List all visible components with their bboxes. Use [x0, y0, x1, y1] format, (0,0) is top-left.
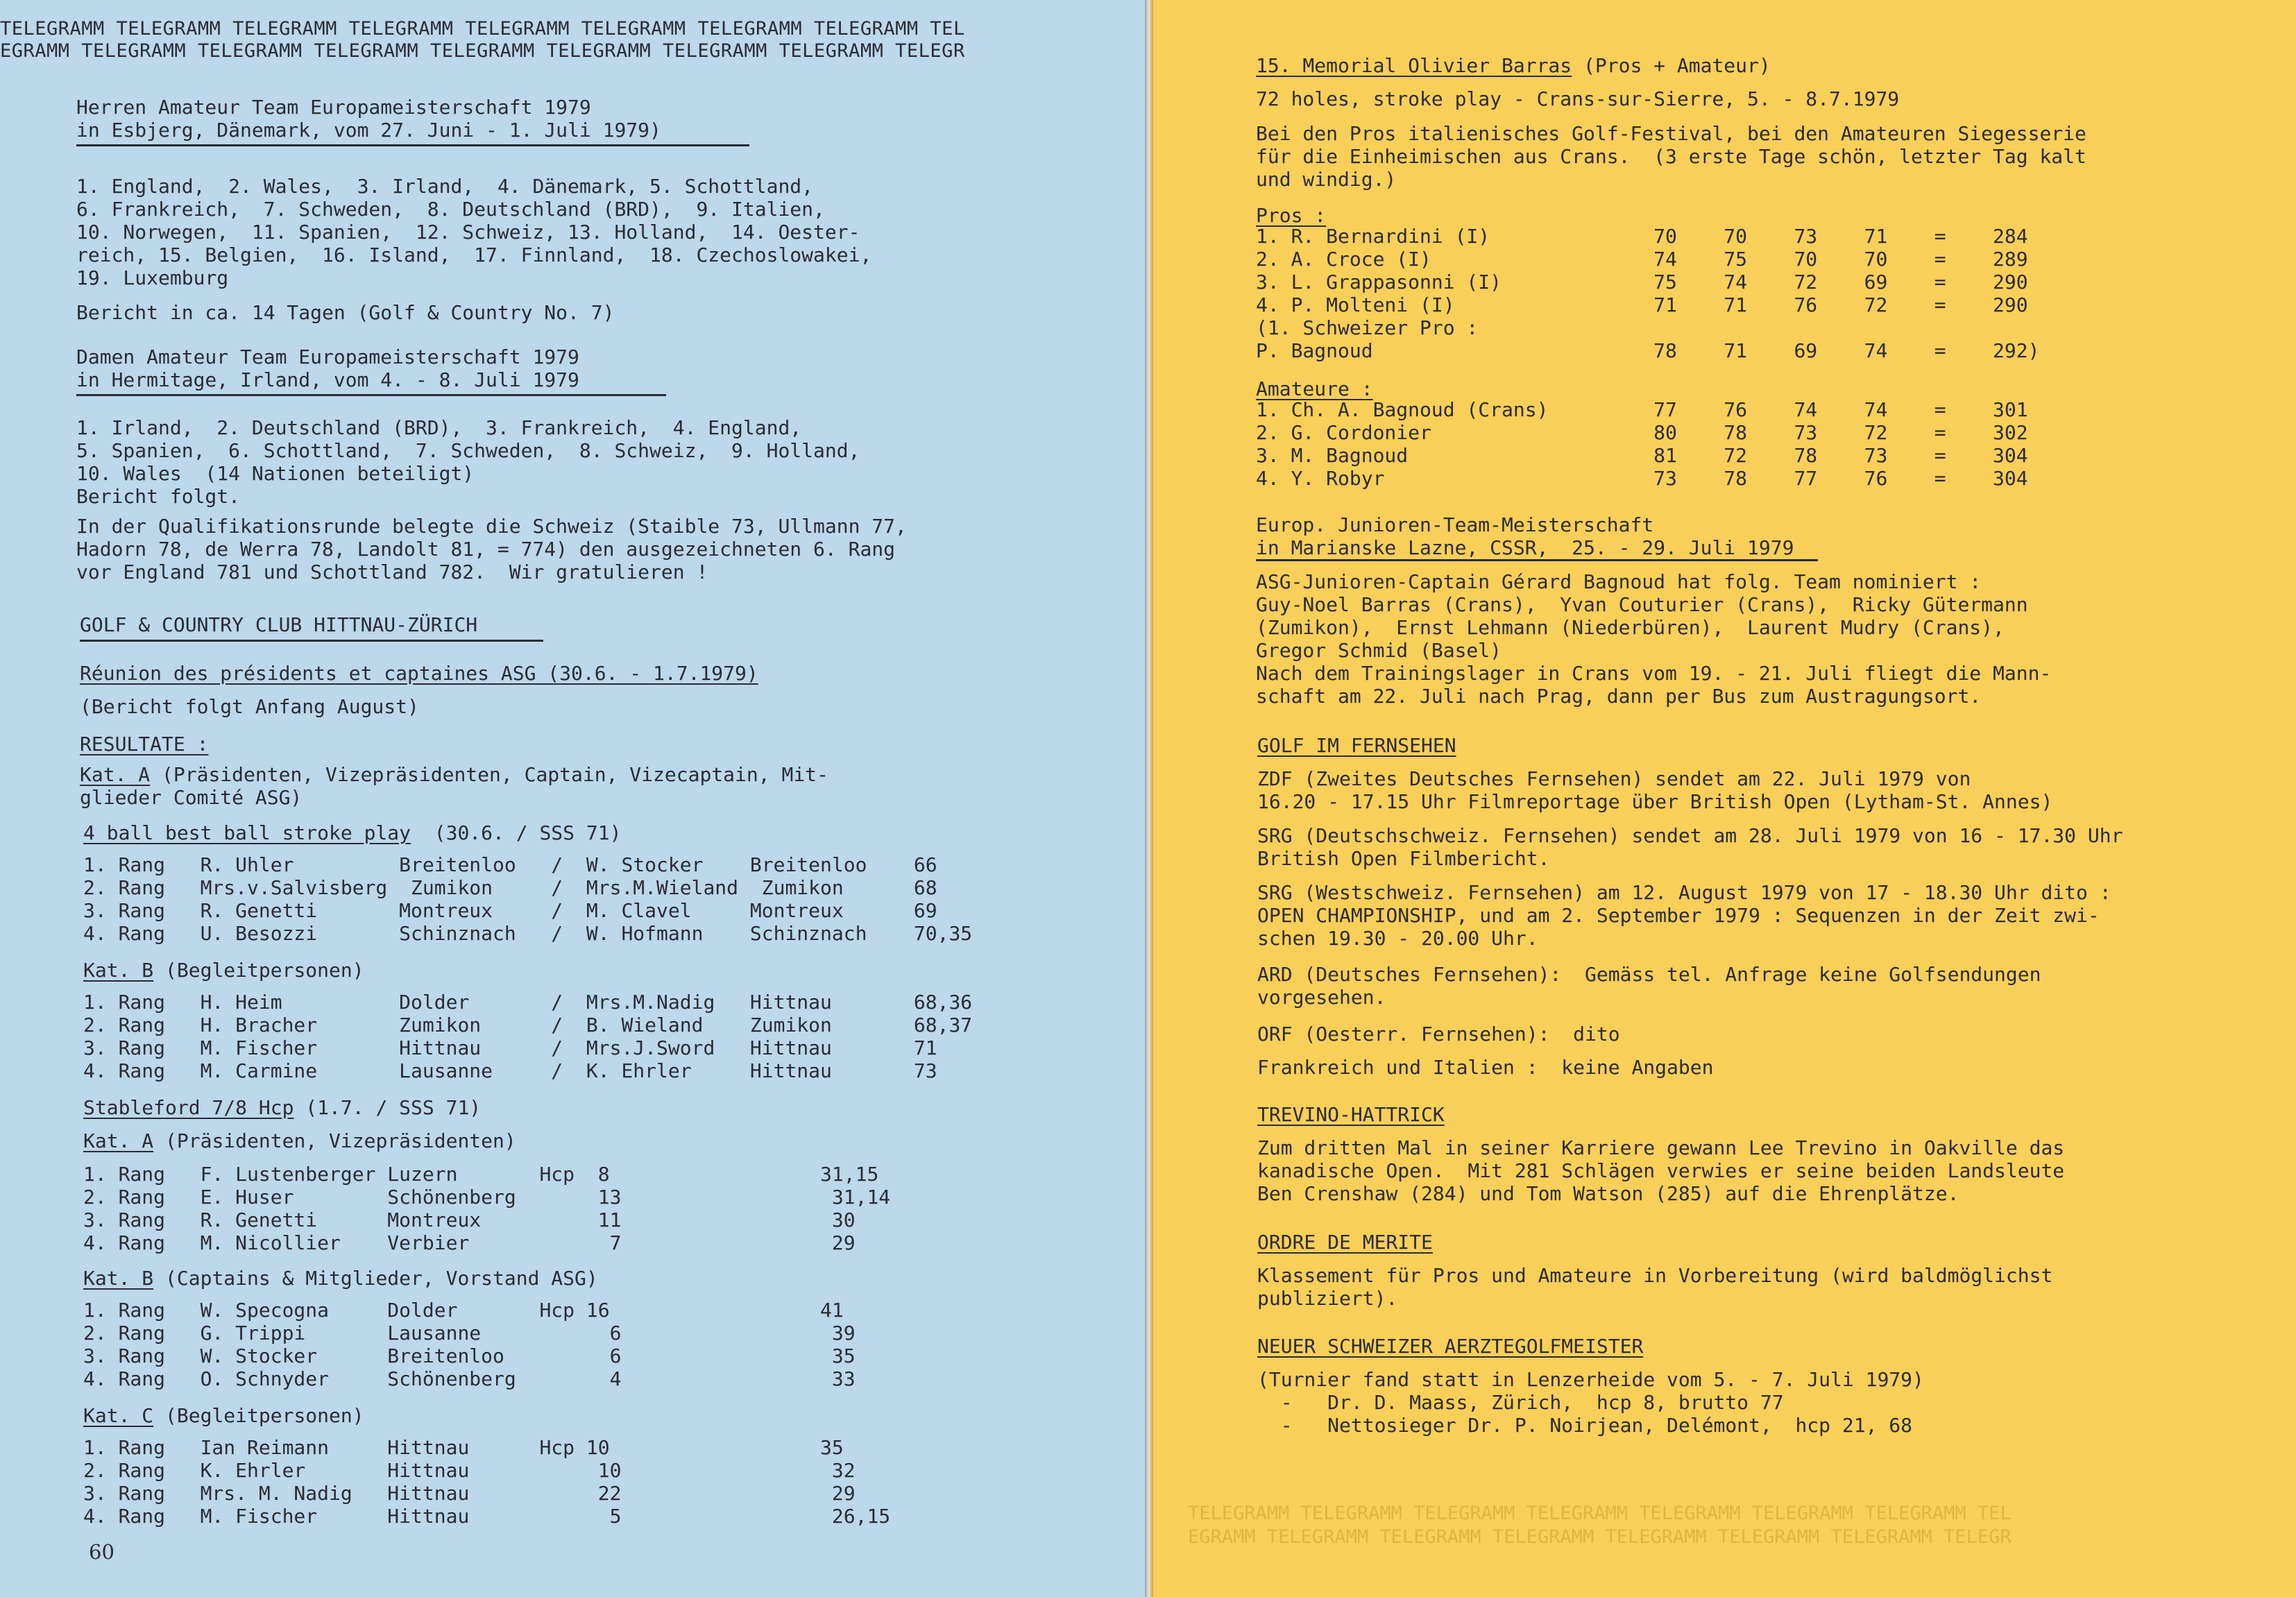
- ard-text: ARD (Deutsches Fernsehen): Gemäss tel. Anfrage keine Golfsendungen vorgesehen.: [1257, 963, 2041, 1009]
- zdf-text: ZDF (Zweites Deutsches Fernsehen) sendet am 22. Juli 1979 von 16.20 - 17.15 Uhr Filmreportage über British Open (Lytham-St. Annes): [1257, 767, 2053, 813]
- right-page: [1153, 0, 2296, 1597]
- kat-b-label: Kat. B: [83, 959, 154, 982]
- club-heading: GOLF & COUNTRY CLUB HITTNAU-ZÜRICH: [80, 613, 478, 636]
- book-gutter: [1145, 0, 1153, 1597]
- results-table-kat-b-stableford: 1. Rang W. Specogna Dolder Hcp 16 41 2. Rang G. Trippi Lausanne 6 39 3. Rang W. Stocker Breitenloo 6 35 4. Rang O. Schnyder Schönenberg 4 33: [83, 1299, 856, 1390]
- stableford-desc: (1.7. / SSS 71): [294, 1096, 482, 1119]
- resultate-heading: RESULTATE :: [80, 733, 209, 755]
- telegram-banner-line-1: TELEGRAMM TELEGRAMM TELEGRAMM TELEGRAMM TELEGRAMM TELEGRAMM TELEGRAMM TELEGRAMM TEL: [0, 18, 965, 40]
- kat-b-desc: (Begleitpersonen): [153, 959, 364, 982]
- memorial-format: 72 holes, stroke play - Crans-sur-Sierre, 5. - 8.7.1979: [1256, 87, 1900, 110]
- kat-a-label: Kat. A: [83, 1129, 154, 1152]
- kat-b-heading: [83, 959, 364, 982]
- stableford-label: Stableford 7/8 Hcp: [83, 1096, 294, 1119]
- kat-c-desc: (Begleitpersonen): [153, 1404, 364, 1427]
- qualifikation-text: In der Qualifikationsrunde belegte die Schweiz (Staible 73, Ullmann 77, Hadorn 78, de Werra 78, Landolt 81, = 774) den ausgezeichneten 6. Rang vor England 781 und Schottland 782. Wir gratulieren !: [76, 515, 907, 583]
- kat-a-desc: (Präsidenten, Vizepräsidenten): [153, 1129, 516, 1152]
- orf-text: ORF (Oesterr. Fernsehen): dito: [1257, 1023, 1620, 1045]
- trevino-text: Zum dritten Mal in seiner Karriere gewann Lee Trevino in Oakville das kanadische Open. Mit 281 Schlägen verwies er seine beiden Landsleute Ben Crenshaw (284) und Tom Watson (285) auf die Ehrenplätze.: [1257, 1136, 2065, 1205]
- kat-a-label: Kat. A: [80, 763, 151, 786]
- pros-heading: Pros :: [1256, 204, 1327, 227]
- junioren-text: ASG-Junioren-Captain Gérard Bagnoud hat folg. Team nominiert : Guy-Noel Barras (Crans), Yvan Couturier (Crans), Ricky Gütermann (Zumikon), Ernst Lehmann (Niederbüren), Laurent Mudry (Crans), Gregor Schmid (Basel) Nach dem Trainingslager in Crans vom 19. - 21. Juli fliegt die Mann- schaft am 22. Juli nach Prag, dann per Bus zum Austragungsort.: [1256, 570, 2052, 708]
- srg-deutsch-text: SRG (Deutschschweiz. Fernsehen) sendet am 28. Juli 1979 von 16 - 17.30 Uhr British Open Filmbericht.: [1257, 824, 2123, 870]
- results-table-kat-c: 1. Rang Ian Reimann Hittnau Hcp 10 35 2. Rang K. Ehrler Hittnau 10 32 3. Rang Mrs. M. Nadig Hittnau 22 29 4. Rang M. Fischer Hittnau 5 26,15: [83, 1436, 891, 1528]
- amateure-heading: Amateure :: [1256, 377, 1373, 400]
- memorial-heading: [1256, 54, 1771, 77]
- damen-heading: Damen Amateur Team Europameisterschaft 1979 in Hermitage, Irland, vom 4. - 8. Juli 1979: [76, 345, 579, 391]
- frankreich-text: Frankreich und Italien : keine Angaben: [1257, 1056, 1714, 1079]
- fourball-heading: [83, 821, 621, 844]
- srg-west-text: SRG (Westschweiz. Fernsehen) am 12. August 1979 von 17 - 18.30 Uhr dito : OPEN CHAMPIONSHIP, und am 2. September 1979 : Sequenzen in der Zeit zwi- schen 19.30 - 20.00 Uhr.: [1257, 881, 2111, 950]
- kat-b-stableford-heading: [83, 1267, 598, 1290]
- reunion-heading: Réunion des présidents et captaines ASG (30.6. - 1.7.1979): [80, 662, 758, 685]
- kat-b-label: Kat. B: [83, 1267, 154, 1290]
- junioren-heading: Europ. Junioren-Team-Meisterschaft in Marianske Lazne, CSSR, 25. - 29. Juli 1979: [1256, 513, 1794, 559]
- page-number: 60: [89, 1540, 114, 1564]
- herren-results: 1. England, 2. Wales, 3. Irland, 4. Dänemark, 5. Schottland, 6. Frankreich, 7. Schweden, 8. Deutschland (BRD), 9. Italien, 10. Norwegen, 11. Spanien, 12. Schweiz, 13. Holland, 14. Oester- reich, 15. Belgien, 16. Island, 17. Finnland, 18. Czechoslowakei, 19. Luxemburg: [76, 175, 872, 289]
- aerzte-heading: NEUER SCHWEIZER AERZTEGOLFMEISTER: [1257, 1335, 1644, 1358]
- kat-b-desc: (Captains & Mitglieder, Vorstand ASG): [153, 1267, 598, 1290]
- results-table-kat-a-stableford: 1. Rang F. Lustenberger Luzern Hcp 8 31,15 2. Rang E. Huser Schönenberg 13 31,14 3. Rang R. Genetti Montreux 11 30 4. Rang M. Nicollier Verbier 7 29: [83, 1163, 891, 1254]
- memorial-desc: (Pros + Amateur): [1572, 54, 1771, 77]
- trevino-heading: TREVINO-HATTRICK: [1257, 1103, 1445, 1126]
- stableford-heading: [83, 1096, 481, 1119]
- kat-a-desc: (Präsidenten, Vizepräsidenten, Captain, Vizecaptain, Mit- glieder Comité ASG): [80, 763, 828, 809]
- heading-rule: [76, 394, 666, 396]
- kat-a-stableford-heading: [83, 1129, 516, 1152]
- results-table-kat-a-4ball: 1. Rang R. Uhler Breitenloo / W. Stocker Breitenloo 66 2. Rang Mrs.v.Salvisberg Zumikon / Mrs.M.Wieland Zumikon 68 3. Rang R. Genetti Montreux / M. Clavel Montreux 69 4. Rang U. Besozzi Schinznach / W. Hofmann Schinznach 70,35: [83, 853, 973, 945]
- bleed-through-text: EGRAMM TELEGRAMM TELEGRAMM TELEGRAMM TELEGRAMM TELEGRAMM TELEGRAMM TELEGR: [1188, 1526, 2012, 1548]
- bericht-note: Bericht in ca. 14 Tagen (Golf & Country No. 7): [76, 301, 615, 324]
- heading-rule: [1256, 559, 1818, 561]
- festival-text: Bei den Pros italienisches Golf-Festival, bei den Amateuren Siegesserie für die Einheimischen aus Crans. (3 erste Tage schön, letzter Tag kalt und windig.): [1256, 122, 2086, 191]
- aerzte-text: (Turnier fand statt in Lenzerheide vom 5. - 7. Juli 1979) - Dr. D. Maass, Zürich, hcp 8, brutto 77 - Nettosieger Dr. P. Noirjean, Delémont, hcp 21, 68: [1257, 1368, 1924, 1437]
- tv-heading: GOLF IM FERNSEHEN: [1257, 734, 1456, 757]
- kat-a-heading: [80, 763, 828, 809]
- damen-results: 1. Irland, 2. Deutschland (BRD), 3. Frankreich, 4. England, 5. Spanien, 6. Schottland, 7. Schweden, 8. Schweiz, 9. Holland, 10. Wales (14 Nationen beteiligt) Bericht folgt.: [76, 416, 860, 508]
- bericht-august: (Bericht folgt Anfang August): [80, 695, 419, 718]
- kat-c-label: Kat. C: [83, 1404, 154, 1427]
- heading-rule: [76, 144, 749, 146]
- ordre-text: Klassement für Pros und Amateure in Vorbereitung (wird baldmöglichst publiziert).: [1257, 1264, 2053, 1310]
- fourball-desc: (30.6. / SSS 71): [411, 821, 622, 844]
- results-table-kat-b-4ball: 1. Rang H. Heim Dolder / Mrs.M.Nadig Hittnau 68,36 2. Rang H. Bracher Zumikon / B. Wieland Zumikon 68,37 3. Rang M. Fischer Hittnau / Mrs.J.Sword Hittnau 71 4. Rang M. Carmine Lausanne / K. Ehrler Hittnau 73: [83, 991, 973, 1082]
- ordre-heading: ORDRE DE MERITE: [1257, 1231, 1433, 1254]
- amateure-results-table: 1. Ch. A. Bagnoud (Crans) 77 76 74 74 = 301 2. G. Cordonier 80 78 73 72 = 302 3. M. Bagnoud 81 72 78 73 = 304 4. Y. Robyr 73 78 77 76 = 304: [1256, 398, 2028, 490]
- memorial-label: 15. Memorial Olivier Barras: [1256, 54, 1572, 77]
- bleed-through-text: TELEGRAMM TELEGRAMM TELEGRAMM TELEGRAMM TELEGRAMM TELEGRAMM TELEGRAMM TEL: [1188, 1503, 2012, 1524]
- fourball-label: 4 ball best ball stroke play: [83, 821, 411, 844]
- heading-rule: [80, 640, 543, 642]
- herren-heading: Herren Amateur Team Europameisterschaft 1979 in Esbjerg, Dänemark, vom 27. Juni - 1. Juli 1979): [76, 96, 661, 142]
- left-page: [0, 0, 1145, 1597]
- telegram-banner-line-2: EGRAMM TELEGRAMM TELEGRAMM TELEGRAMM TELEGRAMM TELEGRAMM TELEGRAMM TELEGRAMM TELEGR: [0, 40, 965, 62]
- pros-results-table: 1. R. Bernardini (I) 70 70 73 71 = 284 2. A. Croce (I) 74 75 70 70 = 289 3. L. Grappasonni (I) 75 74 72 69 = 290 4. P. Molteni (I) 71 71 76 72 = 290 (1. Schweizer Pro : P. Bagnoud 78 71 69 74 = 292): [1256, 225, 2040, 362]
- kat-c-heading: [83, 1404, 364, 1427]
